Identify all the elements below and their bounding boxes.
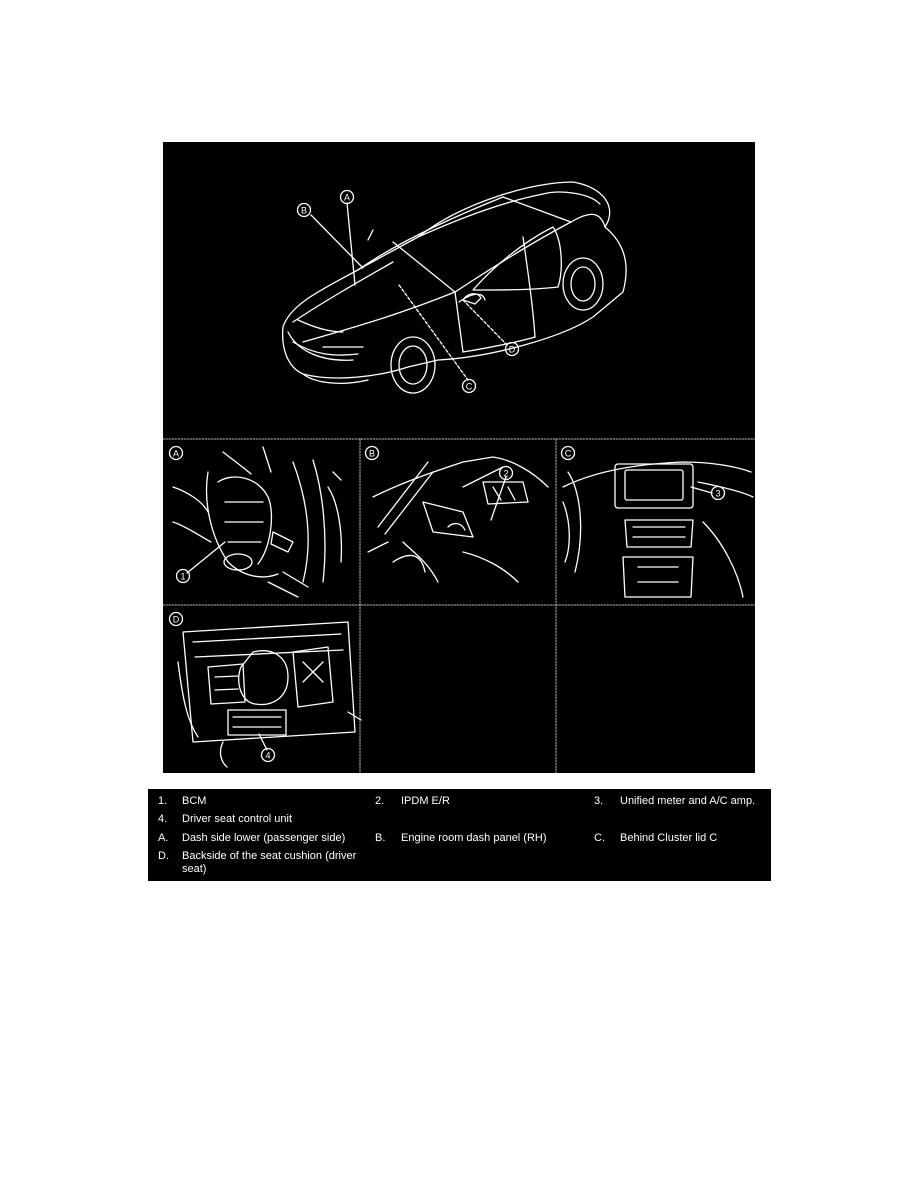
legend-key-4: 4.	[158, 813, 168, 825]
callout-d-detail	[170, 613, 183, 626]
component-location-figure	[163, 142, 755, 773]
callout-c-top	[463, 380, 476, 393]
legend-text-2: IPDM E/R	[401, 795, 450, 807]
detail-panel-d	[170, 613, 362, 768]
callout-a-top	[341, 191, 354, 204]
callout-b-top	[298, 204, 311, 217]
callout-c-detail	[562, 447, 575, 460]
vehicle-overview-panel	[283, 182, 626, 393]
legend-key-2: 2.	[375, 795, 385, 807]
svg-text:4: 4	[265, 750, 271, 761]
detail-panel-b	[366, 447, 549, 583]
svg-text:C: C	[564, 448, 572, 459]
callout-4	[262, 749, 275, 762]
legend-key-b: B.	[375, 832, 386, 844]
detail-panel-a	[170, 447, 342, 598]
svg-text:A: A	[172, 448, 180, 459]
callout-b-detail	[366, 447, 379, 460]
callout-a-detail	[170, 447, 183, 460]
svg-text:B: B	[368, 448, 376, 459]
legend-text-c: Behind Cluster lid C	[620, 832, 718, 844]
svg-text:B: B	[300, 205, 308, 216]
svg-text:A: A	[343, 192, 351, 203]
legend-key-a: A.	[158, 832, 169, 844]
svg-text:1: 1	[180, 571, 186, 582]
svg-text:C: C	[465, 381, 473, 392]
svg-text:2: 2	[503, 468, 509, 479]
legend-key-c: C.	[594, 832, 605, 844]
detail-panel-c	[562, 447, 754, 598]
legend-text-4: Driver seat control unit	[182, 813, 293, 825]
callout-2	[500, 467, 513, 480]
panel-grid-lines	[163, 439, 755, 773]
svg-text:D: D	[508, 344, 516, 355]
callout-3	[712, 487, 725, 500]
legend-text-b: Engine room dash panel (RH)	[401, 832, 547, 844]
legend-table	[148, 789, 771, 881]
legend-key-d: D.	[158, 850, 169, 862]
callout-leaders	[311, 203, 506, 380]
legend-key-3: 3.	[594, 795, 604, 807]
legend-text-d: Backside of the seat cushion (driver seat)	[182, 850, 357, 875]
legend-key-1: 1.	[158, 795, 168, 807]
svg-text:D: D	[172, 614, 180, 625]
legend-text-1: BCM	[182, 795, 207, 807]
legend-text-a: Dash side lower (passenger side)	[182, 832, 346, 844]
car-illustration	[283, 182, 626, 393]
svg-text:3: 3	[715, 488, 721, 499]
callout-1	[177, 570, 190, 583]
legend-text-3: Unified meter and A/C amp.	[620, 795, 756, 807]
